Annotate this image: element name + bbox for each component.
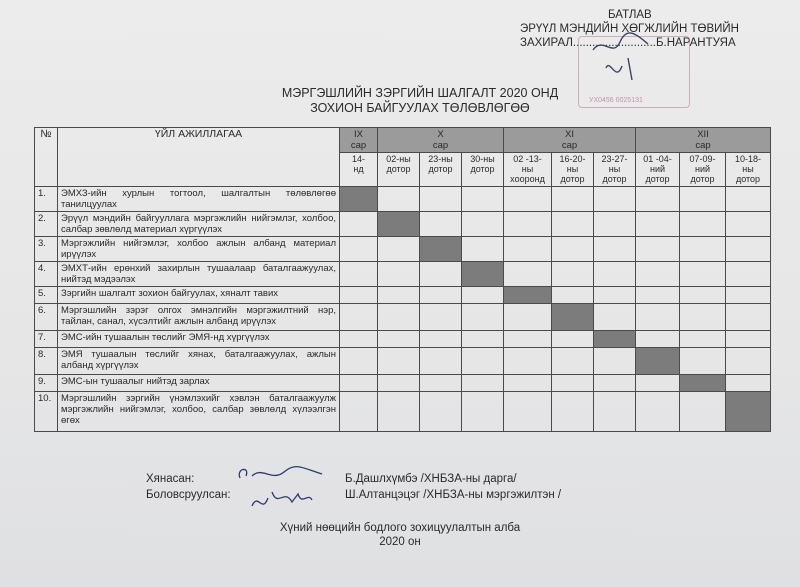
schedule-cell <box>462 237 504 262</box>
schedule-cell <box>340 287 378 304</box>
schedule-cell-filled <box>378 212 420 237</box>
schedule-cell <box>340 237 378 262</box>
schedule-cell-filled <box>462 262 504 287</box>
schedule-cell <box>552 237 594 262</box>
reviewer-name: Б.Дашлхүмбэ /ХНБЗА-ны дарга/ <box>345 473 517 485</box>
schedule-cell <box>420 392 462 432</box>
row-activity: Зэргийн шалгалт зохион байгуулах, хяналт тавих <box>58 287 340 304</box>
schedule-cell <box>420 375 462 392</box>
schedule-cell <box>636 331 680 348</box>
column-number-header: № <box>35 128 58 187</box>
schedule-cell <box>378 262 420 287</box>
week-header: 01 -04- ний дотор <box>636 153 680 187</box>
schedule-cell <box>504 348 552 375</box>
row-activity: ЭМС-ийн тушаалын төслийг ЭМЯ-нд хүргүүлэх <box>58 331 340 348</box>
approval-organization: ЭРҮҮЛ МЭНДИЙН ХӨГЖЛИЙН ТӨВИЙН <box>520 23 739 35</box>
schedule-cell <box>726 262 771 287</box>
table-row <box>35 375 771 392</box>
schedule-cell <box>420 212 462 237</box>
schedule-cell <box>552 375 594 392</box>
schedule-cell <box>504 331 552 348</box>
schedule-cell-filled <box>726 392 771 432</box>
schedule-cell <box>594 375 636 392</box>
schedule-cell <box>726 331 771 348</box>
schedule-cell <box>636 304 680 331</box>
schedule-cell <box>594 187 636 212</box>
row-number: 10. <box>35 392 58 432</box>
schedule-cell <box>594 304 636 331</box>
week-header: 16-20- ны дотор <box>552 153 594 187</box>
table-row <box>35 287 771 304</box>
schedule-cell <box>552 331 594 348</box>
schedule-cell <box>594 348 636 375</box>
row-activity: Мэргэшлийн зэрэг олгох эмнэлгийн мэргэжилтний нэр, тайлан, санал, хүсэлтийг ажлын албанд ирүүлэх <box>58 304 340 331</box>
month-header: XI сар <box>504 128 636 153</box>
schedule-cell <box>378 187 420 212</box>
schedule-cell <box>340 392 378 432</box>
schedule-cell-filled <box>504 287 552 304</box>
row-number: 8. <box>35 348 58 375</box>
director-signature <box>588 28 658 88</box>
schedule-cell <box>636 375 680 392</box>
column-activity-header: ҮЙЛ АЖИЛЛАГАА <box>58 128 340 187</box>
schedule-cell <box>680 187 726 212</box>
schedule-cell <box>594 287 636 304</box>
schedule-cell <box>680 392 726 432</box>
schedule-cell <box>552 348 594 375</box>
table-row <box>35 348 771 375</box>
stamp-code: УХ0456 0025131 <box>589 97 643 104</box>
schedule-cell <box>680 237 726 262</box>
preparer-name: Ш.Алтанцэцэг /ХНБЗА-ны мэргэжилтэн / <box>345 489 562 501</box>
schedule-cell <box>680 262 726 287</box>
month-header: XII сар <box>636 128 771 153</box>
schedule-cell <box>420 331 462 348</box>
table-row <box>35 392 771 432</box>
schedule-cell <box>726 348 771 375</box>
footer-year: 2020 он <box>379 536 421 548</box>
month-header: IX сар <box>340 128 378 153</box>
schedule-cell <box>420 287 462 304</box>
schedule-cell <box>504 392 552 432</box>
schedule-cell <box>594 262 636 287</box>
schedule-cell <box>462 348 504 375</box>
schedule-cell-filled <box>340 187 378 212</box>
schedule-cell <box>726 287 771 304</box>
schedule-cell <box>420 262 462 287</box>
schedule-cell <box>726 375 771 392</box>
schedule-cell-filled <box>420 237 462 262</box>
schedule-cell <box>504 375 552 392</box>
schedule-cell <box>552 392 594 432</box>
schedule-cell <box>504 304 552 331</box>
table-row <box>35 262 771 287</box>
schedule-cell <box>378 375 420 392</box>
schedule-cell <box>552 262 594 287</box>
row-number: 1. <box>35 187 58 212</box>
schedule-cell <box>420 304 462 331</box>
table-row <box>35 331 771 348</box>
row-number: 4. <box>35 262 58 287</box>
week-header: 23-ны дотор <box>420 153 462 187</box>
schedule-cell <box>680 304 726 331</box>
schedule-cell-filled <box>636 348 680 375</box>
week-header: 02 -13- ны хооронд <box>504 153 552 187</box>
schedule-cell <box>378 304 420 331</box>
schedule-table <box>34 127 771 432</box>
schedule-cell <box>504 262 552 287</box>
schedule-cell <box>462 187 504 212</box>
row-activity: ЭМС-ын тушаалыг нийтэд зарлах <box>58 375 340 392</box>
row-number: 7. <box>35 331 58 348</box>
schedule-cell <box>594 212 636 237</box>
document-title <box>270 86 570 116</box>
row-activity: ЭМЯ тушаалын төслийг хянах, баталгаажуулах, ажлын албанд хүргүүлэх <box>58 348 340 375</box>
row-number: 6. <box>35 304 58 331</box>
schedule-cell <box>726 304 771 331</box>
schedule-cell <box>340 375 378 392</box>
schedule-cell <box>378 348 420 375</box>
prepared-label: Боловсруулсан: <box>146 489 231 501</box>
schedule-cell <box>552 212 594 237</box>
schedule-cell <box>378 331 420 348</box>
week-header: 07-09- ний дотор <box>680 153 726 187</box>
week-header: 30-ны дотор <box>462 153 504 187</box>
footer-department: Хүний нөөцийн бодлого зохицуулалтын алба <box>279 522 521 534</box>
schedule-cell <box>420 348 462 375</box>
row-activity: Эрүүл мэндийн байгууллага мэргэжлийн нийгэмлэг, холбоо, салбар зөвлөлд материал хүргүүлэх <box>58 212 340 237</box>
row-activity: ЭМХТ-ийн ерөнхий захирлын тушаалаар баталгаажуулах, нийтэд мэдээлэх <box>58 262 340 287</box>
schedule-cell <box>462 212 504 237</box>
schedule-cell <box>420 187 462 212</box>
row-activity: Мэргэжлийн нийгэмлэг, холбоо ажлын албанд материал ирүүлэх <box>58 237 340 262</box>
schedule-cell-filled <box>594 331 636 348</box>
table-row <box>35 304 771 331</box>
handwritten-signatures <box>232 462 332 517</box>
schedule-cell <box>462 331 504 348</box>
schedule-cell <box>378 287 420 304</box>
title-line-1: МЭРГЭШЛИЙН ЗЭРГИЙН ШАЛГАЛТ 2020 ОНД <box>281 86 559 100</box>
schedule-cell <box>726 237 771 262</box>
schedule-cell <box>462 287 504 304</box>
schedule-cell <box>462 392 504 432</box>
schedule-cell <box>680 331 726 348</box>
schedule-cell-filled <box>680 375 726 392</box>
approval-director: ЗАХИРАЛ..........................Б.НАРАНТУЯА <box>520 37 736 49</box>
approval-heading: БАТЛАВ <box>608 9 652 21</box>
row-number: 2. <box>35 212 58 237</box>
row-activity: ЭМХЗ-ийн хурлын тогтоол, шалгалтын төлөвлөгөө танилцуулах <box>58 187 340 212</box>
schedule-cell <box>378 392 420 432</box>
schedule-cell <box>636 187 680 212</box>
schedule-cell <box>594 237 636 262</box>
schedule-cell <box>636 262 680 287</box>
schedule-cell <box>726 187 771 212</box>
schedule-cell <box>504 212 552 237</box>
schedule-cell <box>504 237 552 262</box>
schedule-cell <box>636 212 680 237</box>
schedule-cell <box>378 237 420 262</box>
schedule-cell <box>552 287 594 304</box>
week-header: 23-27- ны дотор <box>594 153 636 187</box>
row-number: 9. <box>35 375 58 392</box>
schedule-cell <box>594 392 636 432</box>
schedule-cell <box>340 304 378 331</box>
schedule-cell-filled <box>552 304 594 331</box>
row-activity: Мэргэшлийн зэргийн үнэмлэхийг хэвлэн баталгаажуулж мэргэжлийн нийгэмлэг, холбоо, салбар зөвлөлд хүлээлгэн өгөх <box>58 392 340 432</box>
schedule-cell <box>636 237 680 262</box>
schedule-cell <box>340 262 378 287</box>
reviewed-label: Хянасан: <box>146 473 195 485</box>
schedule-cell <box>680 287 726 304</box>
week-header: 10-18- ны дотор <box>726 153 771 187</box>
schedule-cell <box>462 304 504 331</box>
schedule-cell <box>726 212 771 237</box>
schedule-cell <box>636 287 680 304</box>
schedule-cell <box>680 348 726 375</box>
schedule-cell <box>340 348 378 375</box>
schedule-cell <box>552 187 594 212</box>
week-header: 14- нд <box>340 153 378 187</box>
schedule-cell <box>636 392 680 432</box>
table-row <box>35 187 771 212</box>
table-row <box>35 237 771 262</box>
schedule-cell <box>340 331 378 348</box>
table-row <box>35 212 771 237</box>
schedule-cell <box>504 187 552 212</box>
row-number: 3. <box>35 237 58 262</box>
schedule-cell <box>680 212 726 237</box>
row-number: 5. <box>35 287 58 304</box>
schedule-cell <box>340 212 378 237</box>
schedule-cell <box>462 375 504 392</box>
month-header: X сар <box>378 128 504 153</box>
title-line-2: ЗОХИОН БАЙГУУЛАХ ТӨЛӨВЛӨГӨӨ <box>310 101 530 115</box>
week-header: 02-ны дотор <box>378 153 420 187</box>
